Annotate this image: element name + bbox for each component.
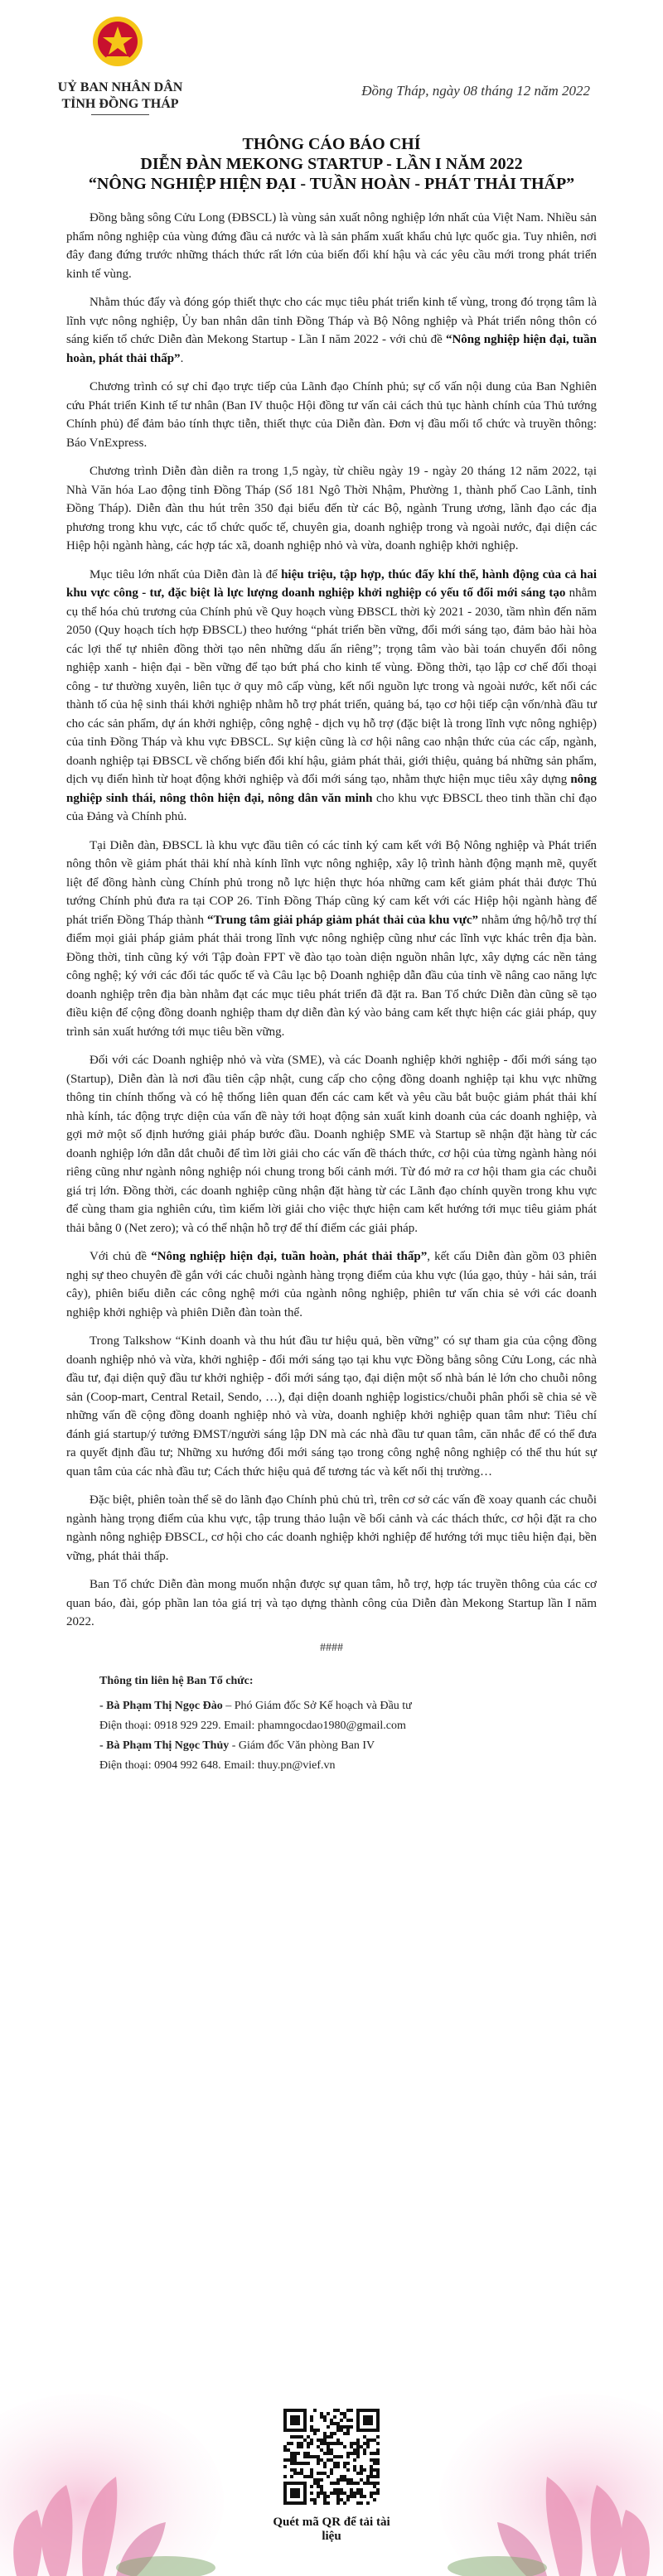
agency-underline	[91, 114, 149, 115]
contact-1-name: - Bà Phạm Thị Ngọc Đào	[99, 1699, 223, 1712]
paragraph-5-text-b: nhằm cụ thể hóa chủ trương của Chính phủ về Quy hoạch vùng ĐBSCL thời kỳ 2021 - 2030, tầm nhìn đến năm 2050 (Quy hoạch tích hợp ĐBSCL) theo hướng “phát triển bền vững, đổi mới sáng tạo, đảm bảo hài hòa các lợi thế tự nhiên đồng thời tạo nên những dấu ấn riêng”; trọng tâm vào bài toán chuyển đổi nông nghiệp xanh - hiện đại - bền vững để tạo bứt phá cho kinh tế vùng. Đồng thời, tạo lập cơ chế đối thoại công - tư thường xuyên, liên tục ở quy mô cấp vùng, kết nối nguồn lực trong và ngoài nước, kết nối các thành tố của hệ sinh thái khởi nghiệp nhằm hỗ trợ phát triển, quảng bá, tạo cơ hội tiếp cận vốn/nhà đầu tư cho các sản phẩm, dự án khởi nghiệp, công nghệ - dịch vụ hỗ trợ (đặc biệt là trong lĩnh vực nông nghiệp) của tỉnh Đồng Tháp và khu vực ĐBSCL. Sự kiện cũng là cơ hội nâng cao nhận thức của các cấp, ngành, doanh nghiệp tại ĐBSCL về chống biến đổi khí hậu, giảm phát thải, giới thiệu, quảng bá những sản phẩm, dịch vụ điển hình từ hoạt động khởi nghiệp và đổi mới sáng tạo, nhằm thực hiện mục tiêu xây dựng	[66, 586, 597, 786]
qr-section	[267, 2406, 396, 2544]
paragraph-5-text-a: Mục tiêu lớn nhất của Diễn đàn là để	[90, 567, 282, 581]
paragraph-10: Đặc biệt, phiên toàn thể sẽ do lãnh đạo Chính phủ chủ trì, trên cơ sở các vấn đề xoay quanh các chuỗi ngành hàng trọng điểm của khu vực, tập trung thảo luận về bối cảnh và các thách thức, cơ hội đặt ra cho ngành nông nghiệp ĐBSCL, cơ hội cho các doanh nghiệp khởi nghiệp để hướng tới mục tiêu hiện đại, bền vững, phát thải thấp.	[66, 1493, 597, 1563]
paragraph-5-text-c: cho khu vực ĐBSCL theo tinh thần chỉ đạo của Đảng và Chính phủ.	[66, 791, 597, 823]
qr-code-icon[interactable]	[281, 2406, 382, 2507]
qr-caption: Quét mã QR để tải tài liệu	[273, 2516, 390, 2543]
section-separator: ####	[320, 1641, 343, 1654]
paragraph-3: Chương trình có sự chỉ đạo trực tiếp của Lãnh đạo Chính phủ; sự cố vấn nội dung của Ban Nghiên cứu Phát triển Kinh tế tư nhân (Ban IV thuộc Hội đồng tư vấn cải cách thủ tục hành chính của Thủ tướng Chính phủ) để đảm bảo tính thực tiễn, thiết thực của Diễn đàn. Đơn vị đầu mối tổ chức và truyền thông: Báo VnExpress.	[66, 380, 597, 450]
contact-person-1	[99, 1696, 564, 1716]
document-title	[0, 134, 663, 194]
paragraph-7: Đối với các Doanh nghiệp nhỏ và vừa (SME), và các Doanh nghiệp khởi nghiệp - đổi mới sáng tạo (Startup), Diễn đàn là nơi đầu tiên cập nhật, cung cấp cho cộng đồng doanh nghiệp tại khu vực những thông tin chính thống và có hệ thống liên quan đến các cam kết và yêu cầu bắt buộc giảm phát thải khí nhà kính, tác động trực diện của vấn đề này tới hoạt động sản xuất kinh doanh của các doanh nghiệp, và gợi mở một số định hướng giải pháp bước đầu. Doanh nghiệp SME và Startup sẽ nhận đặt hàng từ các doanh nghiệp lớn dẫn dắt chuỗi để tìm lời giải cho các vấn đề thách thức, cơ hội của từng ngành hàng nói riêng cũng như ngành nông nghiệp nói chung trong bối cảnh mới. Từ đó mở ra cơ hội tham gia các chuỗi giá trị lớn. Đồng thời, các doanh nghiệp cũng nhận đặt hàng từ các Lãnh đạo chính quyền trong khu vực để cùng tham gia nghiên cứu, tìm kiếm lời giải cho việc thực hiện cam kết hướng tới mục tiêu giảm phát thải bằng 0 (Net zero); và có thể nhận hỗ trợ để thí điểm các giải pháp.	[66, 1054, 597, 1235]
paragraph-2-text: Nhằm thúc đẩy và đóng góp thiết thực cho các mục tiêu phát triển kinh tế vùng, trong đó trọng tâm là lĩnh vực nông nghiệp, Ủy ban nhân dân tỉnh Đồng Tháp và Bộ Nông nghiệp và Phát triển nông thôn có sáng kiến tổ chức Diễn đàn Mekong Startup - Lần I năm 2022 - với chủ đề	[66, 296, 597, 346]
title-line-2: DIỄN ĐÀN MEKONG STARTUP - LẦN I NĂM 2022	[140, 155, 523, 173]
paragraph-4: Chương trình Diễn đàn diễn ra trong 1,5 ngày, từ chiều ngày 19 - ngày 20 tháng 12 năm 2022, tại Nhà Văn hóa Lao động tỉnh Đồng Tháp (Số 181 Ngô Thời Nhậm, Phường 1, thành phố Cao Lãnh, tỉnh Đồng Tháp). Diễn đàn thu hút trên 350 đại biểu đến từ các Bộ, ngành Trung ương, lãnh đạo các địa phương trong khu vực, các tổ chức quốc tế, chuyên gia, doanh nghiệp trong và ngoài nước, đại diện các Hiệp hội ngành hàng, các hợp tác xã, doanh nghiệp nhỏ và vừa, doanh nghiệp khởi nghiệp.	[66, 465, 597, 552]
paragraph-6-text-b: nhằm ứng hộ/hỗ trợ thí điểm mọi giải pháp giảm phát thải trong lĩnh vực nông nghiệp cũng như các lĩnh vực khác trên địa bàn. Đồng thời, tỉnh cũng ký với Tập đoàn FPT về đào tạo toàn diện nguồn nhân lực, xây dựng các nền tảng công nghệ; ký với các đối tác quốc tế và Câu lạc bộ Doanh nghiệp dẫn đầu của tỉnh về nâng cao năng lực doanh nghiệp trên địa bàn nhằm đạt các mục tiêu phát triển đã đặt ra. Ban Tổ chức Diễn đàn cũng sẽ tạo điều kiện để cộng đồng doanh nghiệp tham dự diễn đàn ký vào bảng cam kết thực hiện các giải pháp, quy trình sản xuất hướng tới mục tiêu bền vững.	[66, 913, 597, 1039]
paragraph-8-bold: “Nông nghiệp hiện đại, tuần hoàn, phát thải thấp”	[151, 1250, 428, 1263]
paragraph-8-text-b: , kết cấu Diễn đàn gồm 03 phiên nghị sự theo chuyên đề gắn với các chuỗi ngành hàng trọng điểm của khu vực (lúa gạo, thủy - hải sản, trái cây), phiên biểu diễn các công nghệ mới của ngành nông nghiệp, phiên tư vấn chia sẻ với các doanh nghiệp khởi nghiệp và phiên Diễn đàn toàn thể.	[66, 1250, 598, 1319]
title-line-1: THÔNG CÁO BÁO CHÍ	[242, 135, 421, 153]
dateline: Đồng Tháp, ngày 08 tháng 12 năm 2022	[361, 83, 590, 99]
paragraph-5-bold-a: hiệu triệu, tập hợp, thúc đẩy khí thế, hành động của cả hai khu vực công - tư, đặc biệt là lực lượng doanh nghiệp khởi nghiệp có yếu tố đổi mới sáng tạo	[66, 567, 597, 600]
paragraph-8	[66, 1247, 597, 1322]
paragraph-2-theme: “Nông nghiệp hiện đại, tuần hoàn, phát thải thấp”	[66, 333, 597, 365]
contact-info	[0, 1672, 663, 1776]
paragraph-5-bold-b: nông nghiệp sinh thái, nông thôn hiện đại, nông dân văn minh	[66, 773, 597, 805]
paragraph-1: Đồng bằng sông Cửu Long (ĐBSCL) là vùng sản xuất nông nghiệp lớn nhất của Việt Nam. Nhiều sản phẩm nông nghiệp của vùng đứng đầu cả nước và là sản phẩm xuất khẩu chủ lực quốc gia. Tuy nhiên, nơi đây đang đứng trước những thách thức rất lớn của biến đổi khí hậu và các yêu cầu mới trong phát triển kinh tế vùng.	[66, 211, 597, 281]
contact-2-role: - Giám đốc Văn phòng Ban IV	[229, 1739, 375, 1752]
document-header	[0, 0, 663, 124]
issuing-agency	[50, 80, 191, 115]
contact-heading: Thông tin liên hệ Ban Tổ chức:	[99, 1674, 254, 1687]
paragraph-9: Trong Talkshow “Kinh doanh và thu hút đầu tư hiệu quả, bền vững” có sự tham gia của cộng đồng doanh nghiệp nhỏ và vừa, khởi nghiệp - đổi mới sáng tạo tại khu vực Đồng bằng sông Cửu Long, các nhà đầu tư, đại diện quỹ đầu tư khởi nghiệp - đổi mới sáng tạo, đại diện một số nhà bán lẻ lớn cho chuỗi nông sản (Coop-mart, Central Retail, Sendo, …), đại diện doanh nghiệp logistics/chuỗi phân phối sẽ chia sẻ về những vấn đề cộng đồng doanh nghiệp nhỏ và vừa, doanh nghiệp khởi nghiệp quan tâm như: Tiêu chí đánh giá startup/ý tưởng ĐMST/người sáng lập DN mà các nhà đầu tư quan tâm, căn nhắc để có thể đưa ra quyết định đầu tư; Những xu hướng đổi mới sáng tạo trong công nghệ nông nghiệp có thể thu hút sự quan tâm của các nhà đầu tư; Cách thức hiệu quả để tương tác và kết nối thị trường…	[66, 1334, 597, 1479]
agency-line-2: TỈNH ĐỒNG THÁP	[61, 97, 179, 111]
paragraph-11: Ban Tổ chức Diễn đàn mong muốn nhận được sự quan tâm, hỗ trợ, hợp tác truyền thông của các cơ quan báo, đài, góp phần lan tỏa giá trị và tạo dựng thành công của Diễn đàn Mekong Startup lần I năm 2022.	[66, 1578, 597, 1628]
contact-1-details: Điện thoại: 0918 929 229. Email: phamngocdao1980@gmail.com	[99, 1719, 406, 1732]
paragraph-6	[66, 837, 597, 1042]
contact-1-role: – Phó Giám đốc Sở Kế hoạch và Đầu tư	[222, 1699, 412, 1712]
contact-2-name: - Bà Phạm Thị Ngọc Thủy	[99, 1739, 230, 1752]
document-body	[0, 209, 663, 1655]
paragraph-6-text-a: Tại Diễn đàn, ĐBSCL là khu vực đầu tiên có các tỉnh ký cam kết với Bộ Nông nghiệp và Phát triển nông thôn về giảm phát thải khí nhà kính lĩnh vực nông nghiệp, xây lộ trình hành động mạnh mẽ, quyết liệt để đồng hành cùng Chính phủ trong nỗ lực hiện thực hóa những cam kết giảm phát thải được Thủ tướng Chính phủ đưa ra tại COP 26. Tỉnh Đồng Tháp cũng ký cam kết với các Hiệp hội ngành hàng để phát triển Đồng Tháp thành	[66, 838, 597, 927]
title-line-3: “NÔNG NGHIỆP HIỆN ĐẠI - TUẦN HOÀN - PHÁT THẢI THẤP”	[88, 175, 575, 193]
agency-line-1: UỶ BAN NHÂN DÂN	[57, 80, 183, 94]
contact-person-2	[99, 1736, 564, 1756]
national-emblem-icon	[91, 15, 144, 68]
paragraph-8-text-a: Với chủ đề	[90, 1250, 152, 1263]
paragraph-2-end: .	[180, 351, 184, 365]
paragraph-5	[66, 566, 597, 827]
contact-2-details: Điện thoại: 0904 992 648. Email: thuy.pn@vief.vn	[99, 1758, 336, 1772]
paragraph-2	[66, 293, 597, 368]
paragraph-6-bold: “Trung tâm giải pháp giảm phát thải của khu vực”	[206, 913, 479, 927]
